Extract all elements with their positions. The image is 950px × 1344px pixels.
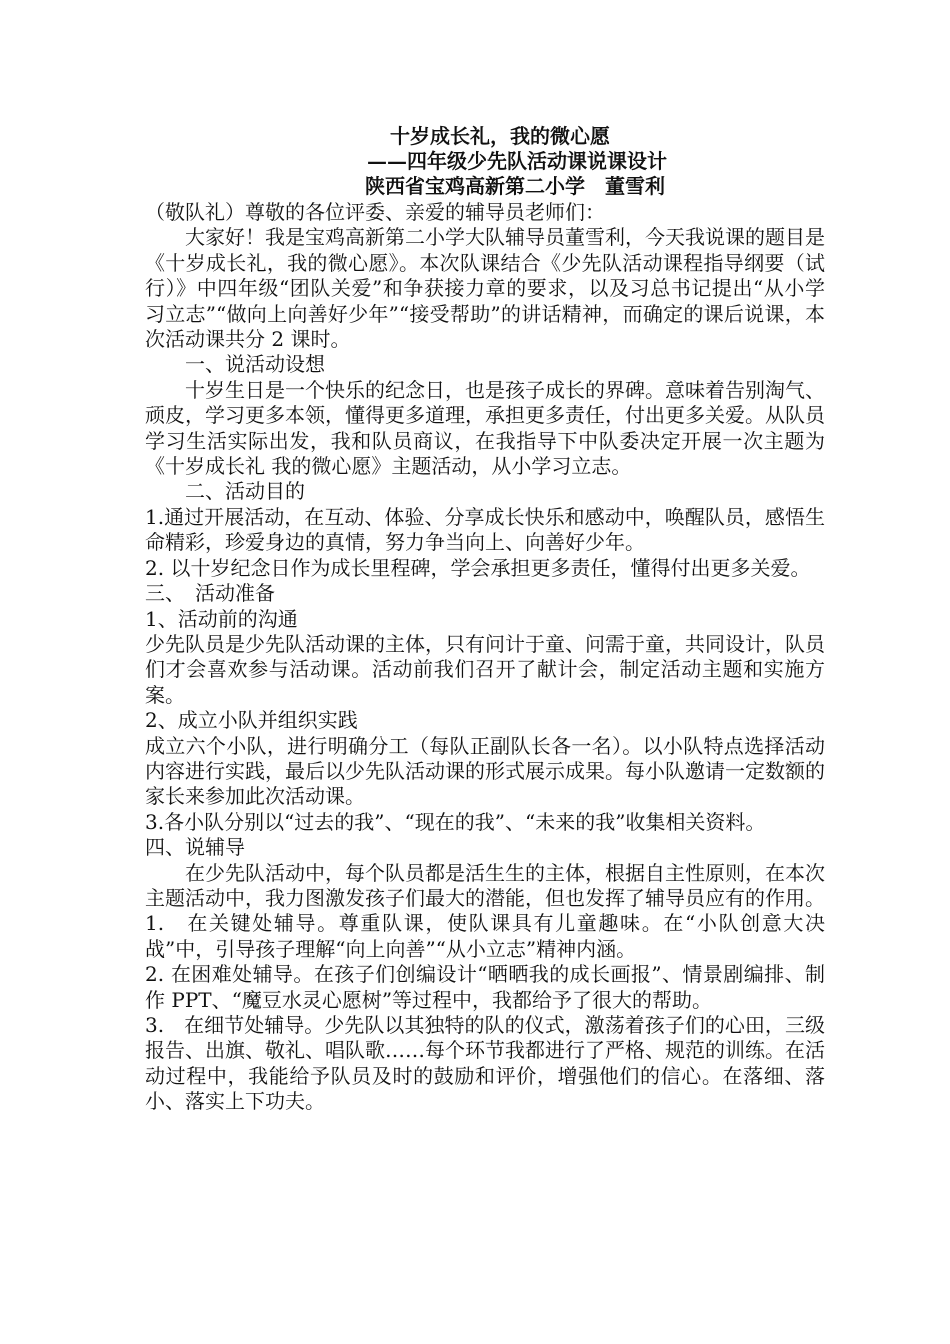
body-paragraph: 在少先队活动中，每个队员都是活生生的主体，根据自主性原则，在本次主题活动中，我力图激发孩子们最大的潜能，但也发挥了辅导员应有的作用。 [145, 860, 825, 910]
document-title: 十岁成长礼，我的微心愿 [390, 124, 610, 148]
list-item: 2. 在困难处辅导。在孩子们创编设计“晒晒我的成长画报”、情景剧编排、制作 PPT、“魔豆水灵心愿树”等过程中，我都给予了很大的帮助。 [145, 962, 825, 1012]
list-item: 2. 以十岁纪念日作为成长里程碑，学会承担更多责任，懂得付出更多关爱。 [145, 555, 811, 580]
list-item: 3.各小队分别以“过去的我”、“现在的我”、“未来的我”收集相关资料。 [145, 809, 766, 834]
greeting-paragraph: （敬队礼）尊敬的各位评委、亲爱的辅导员老师们： [145, 200, 605, 224]
body-paragraph: 十岁生日是一个快乐的纪念日，也是孩子成长的界碑。意味着告别淘气、顽皮，学习更多本领，懂得更多道理，承担更多责任，付出更多关爱。从队员学习生活实际出发，我和队员商议，在我指导下中队委决定开展一次主题为《十岁成长礼 我的微心愿》主题活动，从小学习立志。 [145, 377, 825, 479]
list-item: 1. 在关键处辅导。尊重队课，使队课具有儿童趣味。在“小队创意大决战”中，引导孩子理解“向上向善”“从小立志”精神内涵。 [145, 911, 825, 961]
sub-heading: 2、成立小队并组织实践 [145, 708, 358, 733]
intro-paragraph: 大家好！我是宝鸡高新第二小学大队辅导员董雪利，今天我说课的题目是《十岁成长礼，我的微心愿》。本次队课结合《少先队活动课程指导纲要（试行）》中四年级“团队关爱”和争获接力章的要求，以及习总书记提出“从小学习立志”“做向上向善好少年”“接受帮助”的讲话精神，而确定的课后说课，本次活动课共分 2 课时。 [145, 225, 825, 352]
document-author: 陕西省宝鸡高新第二小学 董雪利 [365, 174, 665, 198]
body-paragraph: 少先队员是少先队活动课的主体，只有问计于童、问需于童，共同设计，队员们才会喜欢参与活动课。活动前我们召开了献计会，制定活动主题和实施方案。 [145, 631, 825, 707]
title-block [145, 124, 825, 199]
document-subtitle: ——四年级少先队活动课说课设计 [367, 149, 667, 173]
section-heading-2: 二、活动目的 [185, 479, 305, 504]
section-heading-1: 一、说活动设想 [185, 352, 325, 377]
document-page [145, 124, 825, 1115]
section-heading-3: 三、 活动准备 [145, 581, 275, 606]
list-item: 1.通过开展活动，在互动、体验、分享成长快乐和感动中，唤醒队员，感悟生命精彩，珍爱身边的真情，努力争当向上、向善好少年。 [145, 504, 825, 555]
body-paragraph: 成立六个小队，进行明确分工（每队正副队长各一名）。以小队特点选择活动内容进行实践，最后以少先队活动课的形式展示成果。每小队邀请一定数额的家长来参加此次活动课。 [145, 733, 825, 809]
section-heading-4: 四、说辅导 [145, 835, 245, 860]
list-item: 3. 在细节处辅导。少先队以其独特的队的仪式，激荡着孩子们的心田，三级报告、出旗、敬礼、唱队歌……每个环节我都进行了严格、规范的训练。在活动过程中，我能给予队员及时的鼓励和评价，增强他们的信心。在落细、落小、落实上下功夫。 [145, 1013, 825, 1114]
sub-heading: 1、活动前的沟通 [145, 606, 298, 631]
